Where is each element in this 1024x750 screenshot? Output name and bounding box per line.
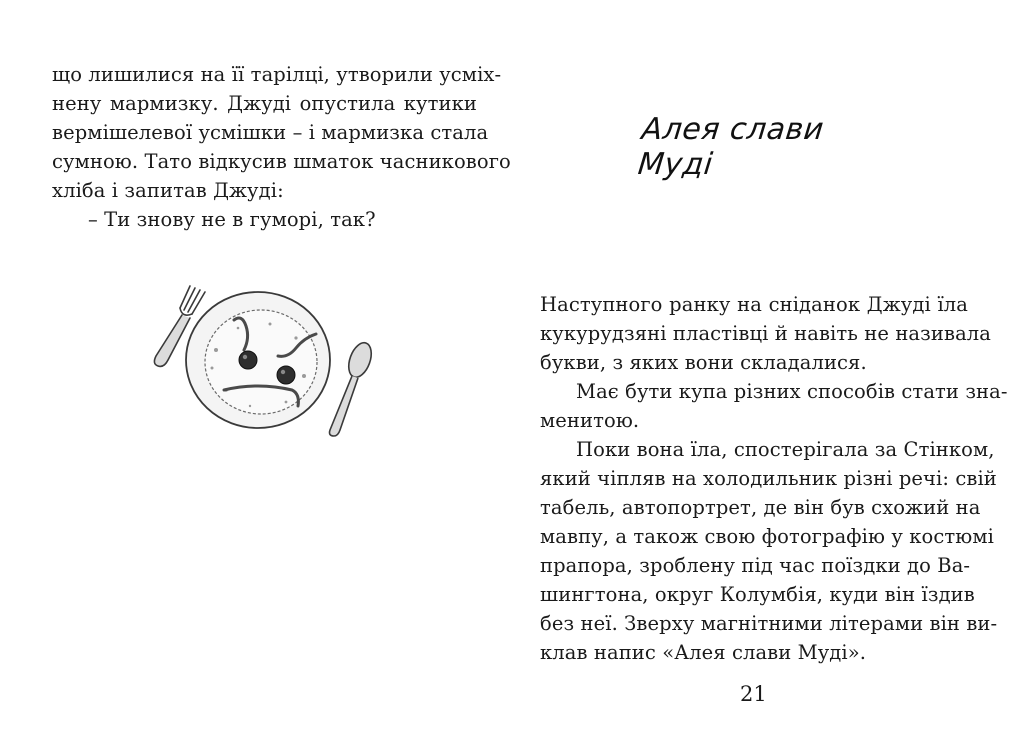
text-line: хліба і запитав Джуді: [52, 179, 284, 202]
chapter-title: Алея слави Муді [636, 112, 826, 182]
text-line: букви, з яких вони складалися. [540, 351, 867, 374]
text-line: який чіпляв на холодильник різні речі: свій [540, 467, 997, 490]
spoon-icon [330, 340, 376, 436]
text-line: кукурудзяні пластівці й навіть не називала [540, 322, 992, 345]
text-line: що лишилися на її тарілці, утворили усміх- [52, 63, 502, 86]
left-page-text [52, 60, 511, 234]
text-line: без неї. Зверху магнітними літерами він ви- [540, 612, 998, 635]
text-line: вермішелевої усмішки – і мармизка стала [52, 121, 489, 144]
left-eye-meatball [239, 351, 257, 369]
text-line: прапора, зроблену під час поїздки до Ва- [540, 554, 971, 577]
text-line: Має бути купа різних способів стати зна- [576, 380, 1008, 403]
text-line: табель, автопортрет, де він був схожий на [540, 496, 981, 519]
text-line: нену мармизку. Джуді опустила кутики [52, 92, 477, 115]
text-line: менитою. [540, 409, 640, 432]
right-page-text [540, 290, 1008, 667]
text-line: сумною. Тато відкусив шматок часникового [52, 150, 511, 173]
text-line: Поки вона їла, спостерігала за Стінком, [576, 438, 995, 461]
sad-face-plate-illustration [146, 278, 376, 440]
text-line: клав напис «Алея слави Муді». [540, 641, 867, 664]
dialogue-line: – Ти знову не в гуморі, так? [88, 208, 376, 231]
page-number: 21 [740, 682, 767, 706]
text-line: мавпу, а також свою фотографію у костюмі [540, 525, 994, 548]
plate-inner [205, 310, 317, 414]
text-line: Наступного ранку на сніданок Джуді їла [540, 293, 968, 316]
right-page [512, 0, 1024, 750]
right-eye-meatball [277, 366, 295, 384]
text-line: шингтона, округ Колумбія, куди він їздив [540, 583, 975, 606]
